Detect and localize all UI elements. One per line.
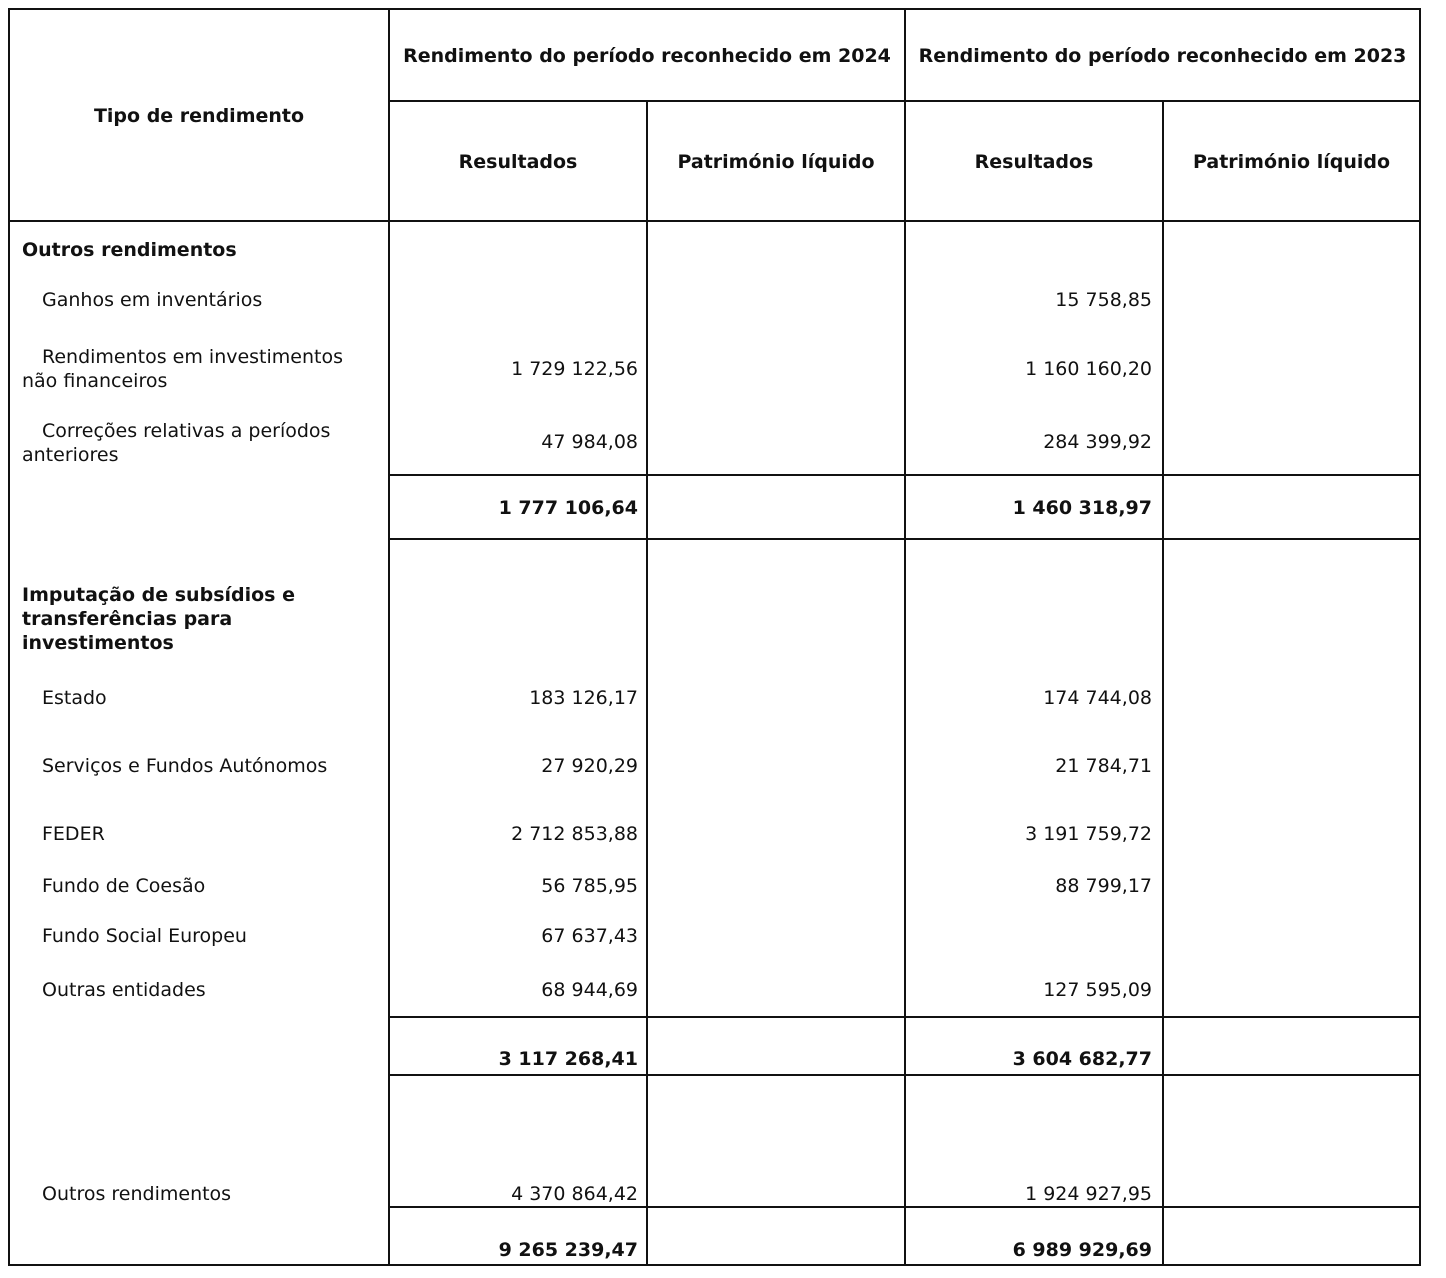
- row-value-2023: 284 399,92: [1043, 431, 1152, 453]
- rule: [1162, 100, 1164, 1266]
- row-value-2024: 4 370 864,42: [511, 1183, 638, 1205]
- row-value-2023: 1 160 160,20: [1025, 358, 1152, 380]
- row-label: Rendimentos em investimentos não financeiros: [22, 346, 344, 392]
- rule: [1419, 8, 1421, 1266]
- header-period-2023: Rendimento do período reconhecido em 2023: [918, 45, 1407, 67]
- row-value-2024: 183 126,17: [529, 687, 638, 709]
- header-patrimonio-2024: Património líquido: [677, 151, 875, 173]
- row-value-2024: 67 637,43: [541, 925, 638, 947]
- rule: [8, 220, 1421, 222]
- row-label: Outros rendimentos: [42, 1183, 232, 1205]
- header-type: Tipo de rendimento: [93, 105, 305, 127]
- row-value-2024: 27 920,29: [541, 755, 638, 777]
- row-value-2023: 127 595,09: [1043, 979, 1152, 1001]
- row-value-2023: 174 744,08: [1043, 687, 1152, 709]
- row-label: FEDER: [42, 823, 105, 845]
- row-label: Fundo de Coesão: [42, 875, 206, 897]
- row-value-2023: 1 924 927,95: [1025, 1183, 1152, 1205]
- section-title-outros: Outros rendimentos: [22, 239, 237, 261]
- row-value-2024: 2 712 853,88: [511, 823, 638, 845]
- subtotal-2024: 1 777 106,64: [498, 497, 638, 519]
- header-resultados-2024: Resultados: [458, 151, 578, 173]
- section-title-imputacao: Imputação de subsídios e transferências para investimentos: [22, 584, 295, 654]
- subtotal-2024: 3 117 268,41: [498, 1048, 638, 1070]
- row-value-2024: 68 944,69: [541, 979, 638, 1001]
- header-resultados-2023: Resultados: [974, 151, 1094, 173]
- subtotal-2023: 3 604 682,77: [1012, 1048, 1152, 1070]
- row-value-2023: 3 191 759,72: [1025, 823, 1152, 845]
- row-label: Ganhos em inventários: [42, 289, 263, 311]
- header-patrimonio-2023: Património líquido: [1192, 151, 1391, 173]
- row-value-2024: 47 984,08: [541, 431, 638, 453]
- rule: [904, 8, 906, 1266]
- rule: [646, 100, 648, 1266]
- row-label: Outras entidades: [42, 979, 206, 1001]
- row-value-2023: 15 758,85: [1055, 289, 1152, 311]
- header-period-2024: Rendimento do período reconhecido em 2024: [403, 45, 891, 67]
- row-label: Serviços e Fundos Autónomos: [42, 755, 328, 777]
- rule: [388, 8, 390, 1266]
- subtotal-2023: 1 460 318,97: [1012, 497, 1152, 519]
- row-label: Estado: [42, 687, 107, 709]
- row-value-2024: 1 729 122,56: [511, 358, 638, 380]
- row-label: Correções relativas a períodos anteriores: [22, 420, 331, 466]
- row-value-2023: 21 784,71: [1055, 755, 1152, 777]
- total-2023: 6 989 929,69: [1012, 1239, 1152, 1261]
- row-value-2024: 56 785,95: [541, 875, 638, 897]
- rule: [8, 8, 10, 1266]
- row-value-2023: 88 799,17: [1055, 875, 1152, 897]
- rule: [8, 1264, 1421, 1266]
- row-label: Fundo Social Europeu: [42, 925, 247, 947]
- total-2024: 9 265 239,47: [498, 1239, 638, 1261]
- rule: [8, 8, 1421, 10]
